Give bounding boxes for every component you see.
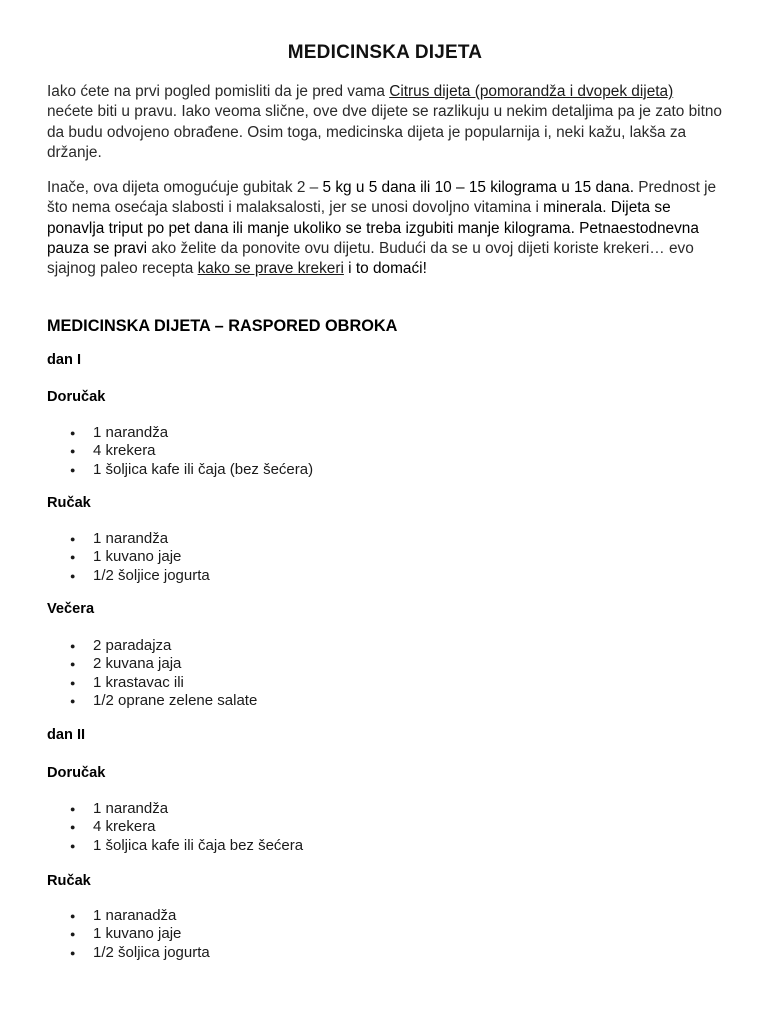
meal-item-list (47, 637, 257, 711)
list-item-text: 1 kuvano jaje (93, 548, 182, 566)
bullet-icon: ● (70, 696, 76, 707)
bullet-icon: ● (70, 534, 76, 544)
list-item (47, 800, 303, 818)
bullet-icon: ● (70, 804, 76, 814)
intro-text-1: Iako ćete na prvi pogled pomisliti da je pred vama (47, 83, 390, 100)
list-item (47, 424, 313, 442)
list-item-text: 1 krastavac ili (93, 673, 184, 691)
list-item-text: 1 kuvano jaje (93, 925, 182, 943)
bullet-icon: ● (70, 641, 76, 651)
list-item (47, 907, 210, 925)
list-item (47, 567, 210, 585)
meal-item-list (47, 800, 303, 855)
list-item-text: 1 šoljica kafe ili čaja bez šećera (93, 836, 304, 854)
list-item-text: 4 krekera (93, 818, 156, 836)
bullet-icon: ● (70, 929, 76, 940)
meal-heading: Doručak (47, 389, 106, 405)
day-heading: dan I (47, 352, 82, 368)
document-title: MEDICINSKA DIJETA (287, 42, 483, 63)
list-item (47, 548, 210, 566)
bullet-icon: ● (70, 428, 76, 438)
list-item-text: 1 narandža (93, 424, 169, 441)
list-item-text: 1/2 šoljice jogurta (93, 566, 210, 584)
details-text-2: Prednost je što nema osećaja slabosti i malaksalosti, jer se unosi dovoljno vitamina i (47, 179, 717, 217)
meal-heading: Večera (47, 601, 95, 617)
list-item (47, 637, 257, 655)
list-item (47, 944, 210, 962)
list-item-text: 1 narandža (93, 530, 169, 547)
citrus-diet-link[interactable]: Citrus dijeta (pomorandža i dvopek dijeta) (389, 83, 674, 100)
bullet-icon: ● (70, 659, 76, 670)
bullet-icon: ● (70, 464, 76, 475)
day-heading: dan II (47, 727, 86, 743)
bullet-icon: ● (70, 822, 76, 833)
bullet-icon: ● (70, 677, 76, 688)
list-item-text: 1 naranadža (93, 907, 177, 924)
bullet-icon: ● (70, 840, 76, 851)
list-item (47, 655, 257, 673)
meal-heading: Ručak (47, 873, 91, 889)
details-text-4: i to domaći! (343, 260, 427, 278)
meal-item-list (47, 907, 210, 962)
bullet-icon: ● (70, 911, 76, 921)
list-item-text: 2 kuvana jaja (93, 655, 182, 673)
list-item-text: 2 paradajza (93, 637, 172, 654)
bullet-icon: ● (70, 446, 76, 457)
intro-paragraph (47, 82, 723, 163)
crackers-recipe-link[interactable]: kako se prave krekeri (197, 260, 344, 278)
list-item (47, 818, 303, 836)
list-item (47, 837, 303, 855)
meal-heading: Doručak (47, 765, 106, 781)
list-item (47, 674, 257, 692)
list-item-text: 1/2 šoljica jogurta (93, 943, 210, 961)
details-text-1: Inače, ova dijeta omogućuje gubitak 2 – (47, 179, 323, 196)
meal-heading: Ručak (47, 495, 91, 511)
list-item-text: 1 šoljica kafe ili čaja (bez šećera) (93, 460, 314, 478)
details-text-3: ako želite da ponovite ovu dijetu. Budući da se u ovoj dijeti koriste krekeri… evo sjajnog paleo recepta (47, 239, 694, 278)
list-item (47, 461, 313, 479)
details-emphasis-1: 5 kg u 5 dana ili 10 – 15 kilograma u 15 dana. (322, 179, 634, 196)
list-item-text: 4 krekera (93, 442, 156, 460)
bullet-icon: ● (70, 552, 76, 563)
list-item (47, 442, 313, 460)
list-item (47, 692, 257, 710)
bullet-icon: ● (70, 570, 76, 581)
schedule-heading: MEDICINSKA DIJETA – RASPORED OBROKA (47, 317, 398, 335)
list-item (47, 925, 210, 943)
bullet-icon: ● (70, 947, 76, 958)
meal-item-list (47, 424, 313, 479)
list-item-text: 1/2 oprane zelene salate (93, 692, 258, 710)
details-emphasis-2: minerala. Dijeta se ponavlja triput po pet dana ili manje ukoliko se treba izgubiti manje kilograma. Petnaestodnevna pauza se pravi (47, 199, 699, 257)
list-item (47, 530, 210, 548)
meal-item-list (47, 530, 210, 585)
list-item-text: 1 narandža (93, 800, 169, 817)
intro-text-2: nećete biti u pravu. Iako veoma slične, ove dve dijete se razlikuju u nekim detaljima pa je zato bitno da budu odvojeno obrađene. Osim toga, medicinska dijeta je popularnija i, neki kažu, lakša za držanje. (47, 103, 722, 161)
details-paragraph (47, 178, 723, 279)
